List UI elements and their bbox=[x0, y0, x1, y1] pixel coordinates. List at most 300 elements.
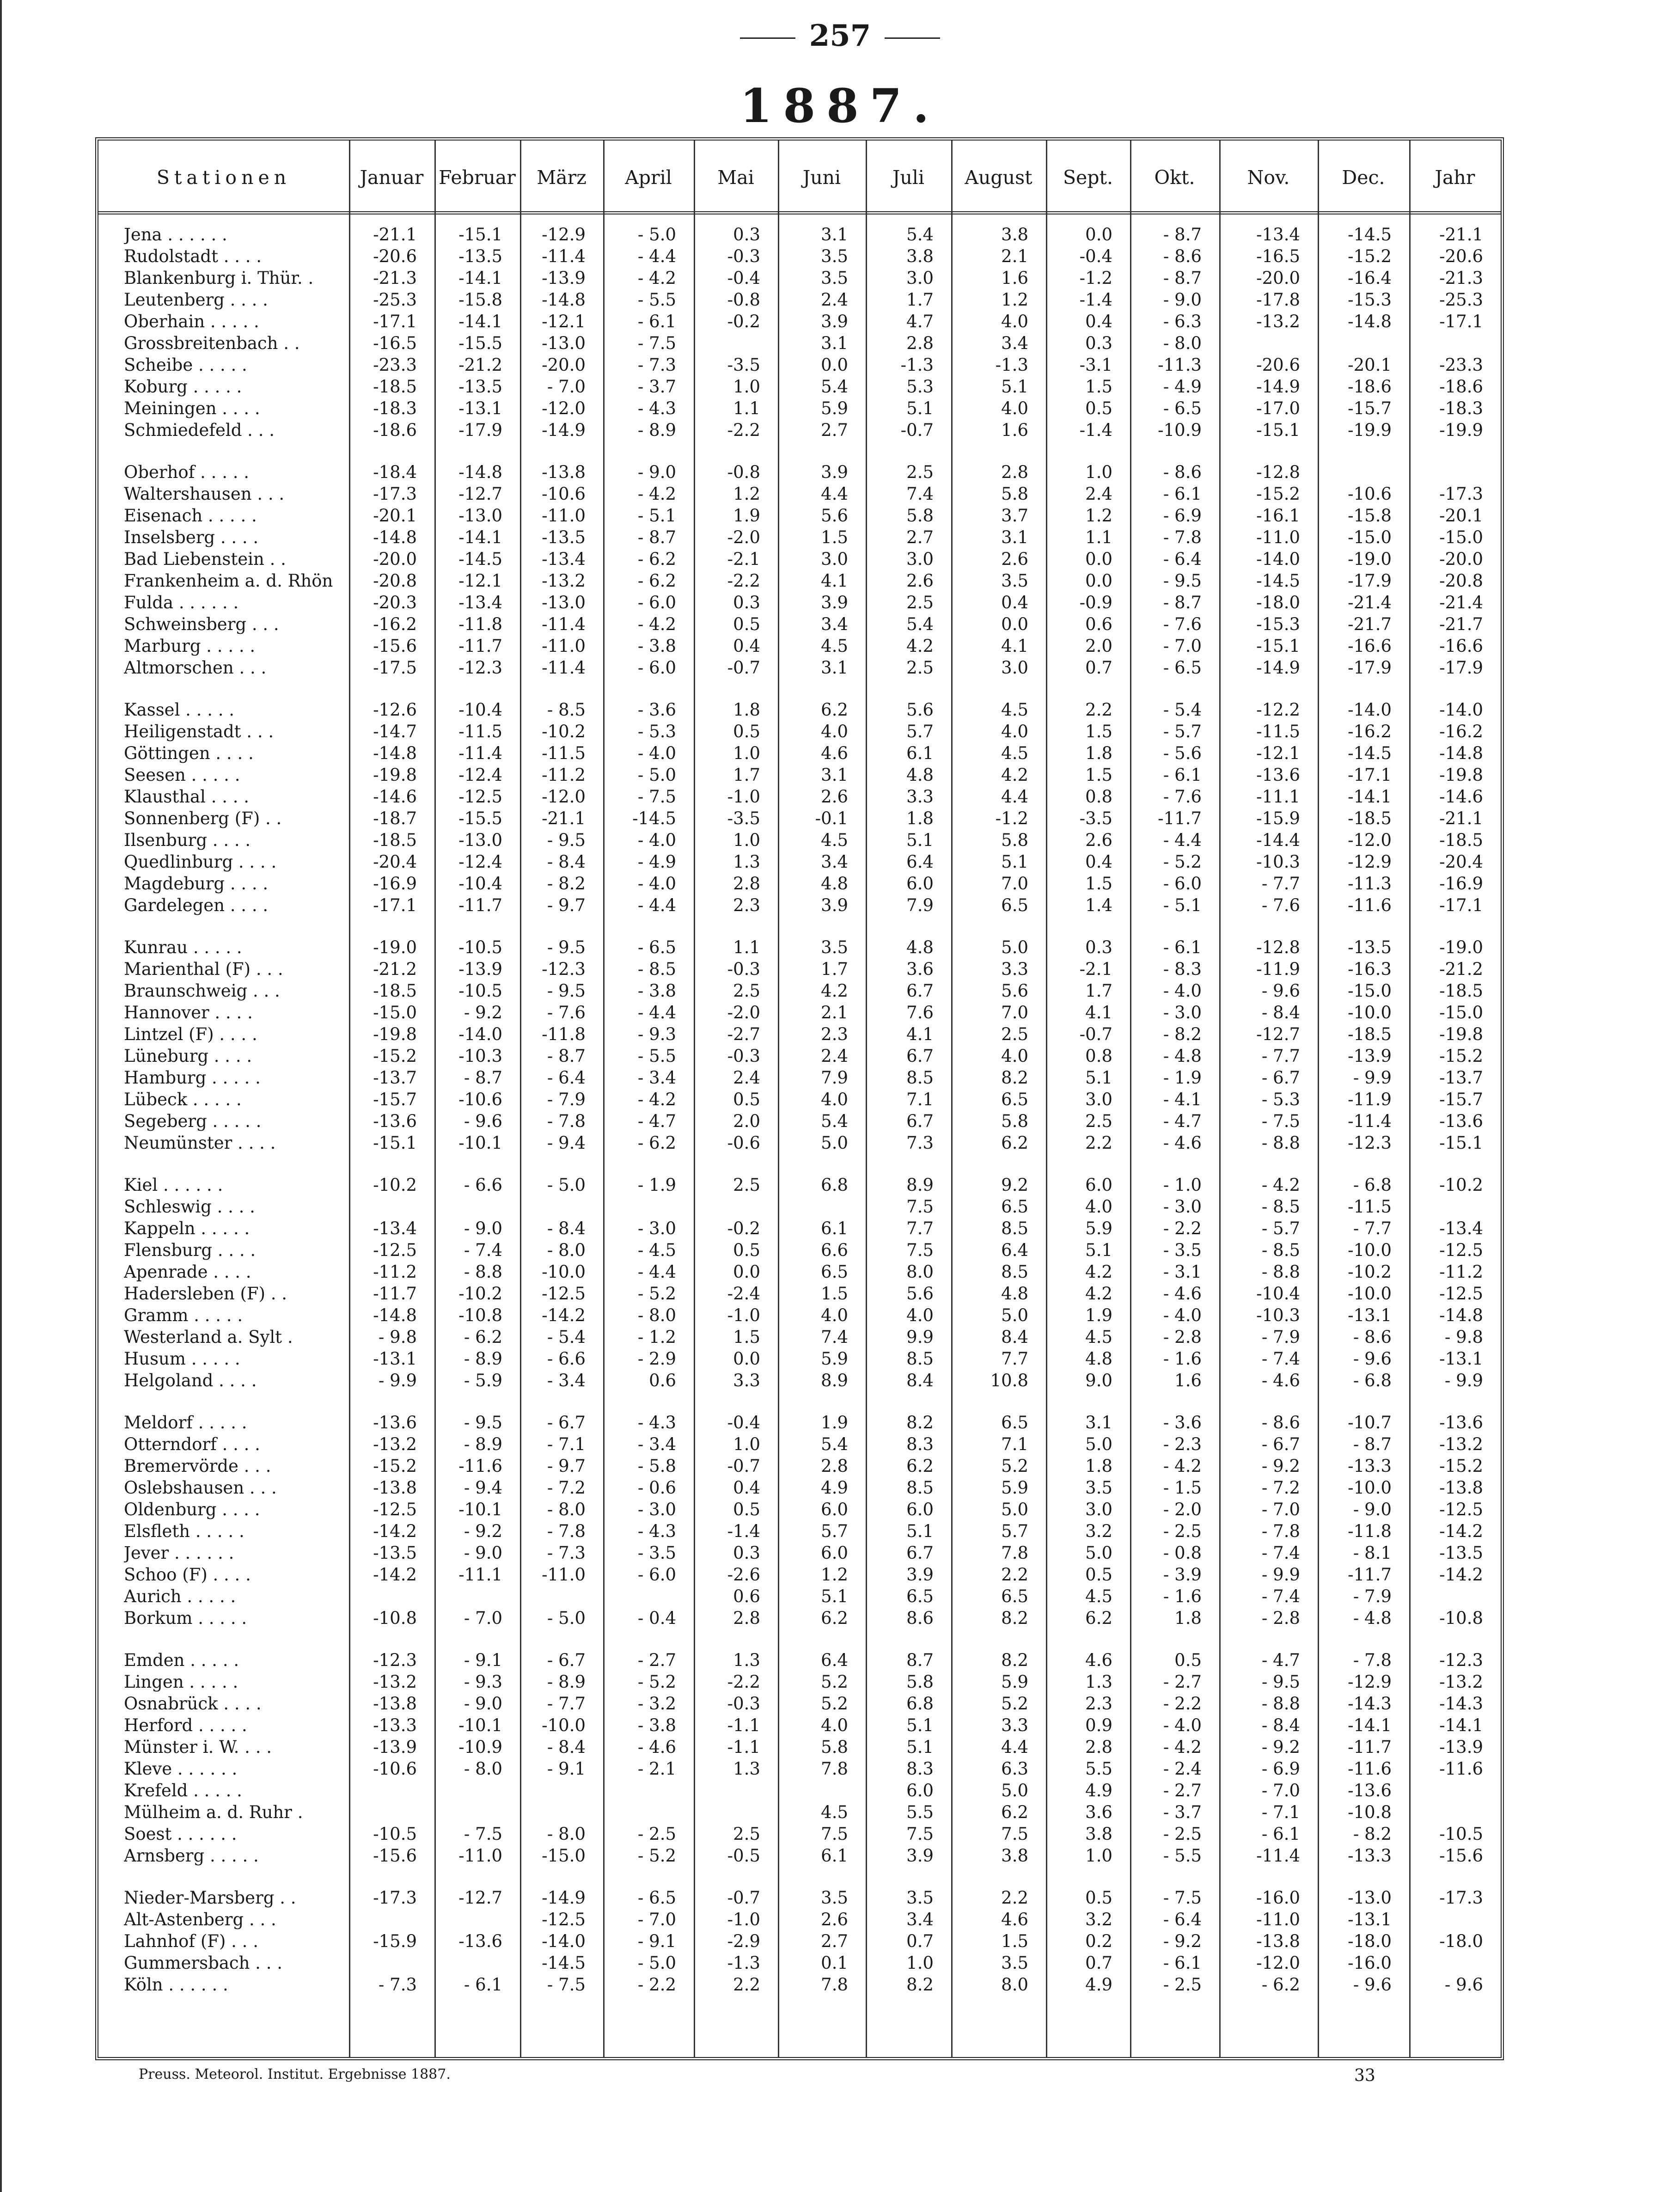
temperature-value: 5.1 bbox=[906, 398, 934, 418]
temperature-value: 10.8 bbox=[990, 1371, 1028, 1390]
temperature-value: 6.2 bbox=[1001, 1802, 1028, 1822]
temperature-value: -12.8 bbox=[1256, 462, 1300, 482]
temperature-value: 0.5 bbox=[1085, 398, 1112, 418]
temperature-value: 5.1 bbox=[906, 1715, 934, 1735]
temperature-value: -10.5 bbox=[373, 1824, 417, 1844]
temperature-value: -21.1 bbox=[1439, 808, 1483, 828]
temperature-value: 1.0 bbox=[733, 743, 760, 763]
station-name: Göttingen . . . . bbox=[124, 743, 254, 763]
temperature-value: -12.9 bbox=[542, 225, 586, 245]
temperature-value: - 7.9 bbox=[1353, 1586, 1392, 1606]
temperature-value: -10.8 bbox=[1439, 1608, 1483, 1628]
table-row bbox=[98, 873, 1501, 894]
temperature-value: -13.0 bbox=[458, 830, 502, 850]
temperature-value: - 7.4 bbox=[1261, 1586, 1300, 1606]
temperature-value: -12.2 bbox=[1256, 700, 1300, 720]
temperature-value: 2.8 bbox=[1001, 462, 1028, 482]
temperature-value: -13.6 bbox=[373, 1413, 417, 1433]
station-name: Quedlinburg . . . . bbox=[124, 852, 277, 872]
temperature-value: 5.4 bbox=[821, 377, 848, 397]
temperature-value: -12.8 bbox=[1256, 937, 1300, 957]
temperature-value: 2.8 bbox=[906, 333, 934, 353]
temperature-value: -0.7 bbox=[900, 420, 934, 440]
temperature-value: - 4.8 bbox=[1163, 1046, 1202, 1066]
temperature-value: - 9.4 bbox=[464, 1478, 502, 1498]
temperature-value: 0.3 bbox=[733, 1543, 760, 1563]
temperature-value: -19.8 bbox=[1439, 1024, 1483, 1044]
temperature-value: 5.7 bbox=[906, 722, 934, 741]
temperature-value: -18.6 bbox=[373, 420, 417, 440]
temperature-value: -11.0 bbox=[1256, 527, 1300, 547]
temperature-value: -11.4 bbox=[1348, 1111, 1392, 1131]
temperature-value: 2.2 bbox=[1001, 1888, 1028, 1908]
temperature-value: -14.8 bbox=[458, 462, 502, 482]
temperature-value: - 3.8 bbox=[637, 1715, 676, 1735]
temperature-value: - 9.7 bbox=[547, 895, 586, 915]
temperature-value: - 4.2 bbox=[637, 484, 676, 504]
temperature-value: 8.5 bbox=[906, 1349, 934, 1369]
table-row bbox=[98, 245, 1501, 267]
temperature-value: - 6.5 bbox=[637, 937, 676, 957]
temperature-value: - 7.0 bbox=[1261, 1500, 1300, 1519]
station-name: Segeberg . . . . . bbox=[124, 1111, 262, 1131]
table-row bbox=[98, 1239, 1501, 1261]
temperature-value: 2.7 bbox=[821, 1931, 848, 1951]
temperature-value: -13.8 bbox=[542, 462, 586, 482]
temperature-value: - 8.9 bbox=[464, 1349, 502, 1369]
temperature-value: 3.5 bbox=[906, 1888, 934, 1908]
temperature-value: 5.1 bbox=[906, 830, 934, 850]
temperature-value: -14.3 bbox=[1439, 1694, 1483, 1714]
temperature-value: -15.2 bbox=[373, 1456, 417, 1476]
station-name: Neumünster . . . . bbox=[124, 1133, 276, 1153]
temperature-value: - 9.9 bbox=[1444, 1371, 1483, 1390]
temperature-value: -10.4 bbox=[1256, 1284, 1300, 1304]
temperature-value: -15.2 bbox=[1439, 1456, 1483, 1476]
temperature-value: -18.3 bbox=[1439, 398, 1483, 418]
temperature-value: - 5.2 bbox=[1163, 852, 1202, 872]
temperature-value: 0.6 bbox=[1085, 614, 1112, 634]
temperature-value: -2.6 bbox=[727, 1565, 760, 1585]
temperature-value: - 8.4 bbox=[547, 1218, 586, 1238]
temperature-value: -17.9 bbox=[1439, 658, 1483, 678]
temperature-value: 8.4 bbox=[906, 1371, 934, 1390]
temperature-value: -21.7 bbox=[1439, 614, 1483, 634]
table-row bbox=[98, 1736, 1501, 1758]
temperature-value: 4.0 bbox=[821, 1715, 848, 1735]
temperature-value: 7.9 bbox=[821, 1068, 848, 1088]
table-row bbox=[98, 613, 1501, 635]
temperature-value: - 2.5 bbox=[1163, 1975, 1202, 1995]
temperature-value: - 8.0 bbox=[637, 1305, 676, 1325]
temperature-value: 8.5 bbox=[906, 1068, 934, 1088]
temperature-value: -19.0 bbox=[1439, 937, 1483, 957]
temperature-value: - 9.6 bbox=[464, 1111, 502, 1131]
temperature-value: 6.7 bbox=[906, 1543, 934, 1563]
temperature-value: - 0.6 bbox=[637, 1478, 676, 1498]
table-row bbox=[98, 764, 1501, 786]
temperature-value: - 4.3 bbox=[637, 1521, 676, 1541]
station-name: Ilsenburg . . . . bbox=[124, 830, 251, 850]
temperature-value: 2.4 bbox=[821, 290, 848, 310]
temperature-value: -20.3 bbox=[373, 593, 417, 612]
temperature-value: -11.2 bbox=[373, 1262, 417, 1282]
temperature-value: - 7.5 bbox=[547, 1975, 586, 1995]
column-header: Okt. bbox=[1154, 166, 1195, 189]
temperature-value: - 8.8 bbox=[1261, 1262, 1300, 1282]
temperature-value: 6.1 bbox=[821, 1846, 848, 1866]
temperature-value: 4.8 bbox=[1085, 1349, 1112, 1369]
temperature-value: 5.0 bbox=[1001, 1781, 1028, 1800]
temperature-value: -12.1 bbox=[1256, 743, 1300, 763]
temperature-value: - 7.1 bbox=[547, 1434, 586, 1454]
temperature-value: - 5.0 bbox=[547, 1608, 586, 1628]
temperature-value: - 9.2 bbox=[1261, 1456, 1300, 1476]
temperature-value: 2.3 bbox=[733, 895, 760, 915]
temperature-value: -14.2 bbox=[373, 1521, 417, 1541]
column-header: Nov. bbox=[1247, 166, 1290, 189]
temperature-value: -10.1 bbox=[458, 1715, 502, 1735]
temperature-value: 2.2 bbox=[733, 1975, 760, 1995]
temperature-value: -0.4 bbox=[727, 1413, 760, 1433]
temperature-value: 0.3 bbox=[1085, 937, 1112, 957]
temperature-value: 7.1 bbox=[1001, 1434, 1028, 1454]
temperature-value: -12.3 bbox=[458, 658, 502, 678]
temperature-value: - 6.8 bbox=[1353, 1175, 1392, 1195]
column-header: Januar bbox=[360, 166, 424, 189]
temperature-value: -15.5 bbox=[458, 808, 502, 828]
temperature-value: 2.0 bbox=[1085, 636, 1112, 656]
station-name: Köln . . . . . . bbox=[124, 1975, 228, 1995]
temperature-value: - 8.0 bbox=[547, 1240, 586, 1260]
temperature-value: 1.1 bbox=[733, 937, 760, 957]
temperature-value: 7.0 bbox=[1001, 874, 1028, 894]
temperature-value: 5.1 bbox=[1085, 1240, 1112, 1260]
temperature-value: -14.1 bbox=[458, 268, 502, 288]
year-title: 1887. bbox=[739, 79, 941, 133]
temperature-value: -17.8 bbox=[1256, 290, 1300, 310]
temperature-value: -16.5 bbox=[1256, 246, 1300, 266]
temperature-value: - 8.9 bbox=[547, 1672, 586, 1692]
temperature-value: -19.0 bbox=[1348, 549, 1392, 569]
temperature-value: 6.0 bbox=[906, 874, 934, 894]
table-row bbox=[98, 1909, 1501, 1930]
temperature-value: -25.3 bbox=[373, 290, 417, 310]
temperature-value: - 4.7 bbox=[1163, 1111, 1202, 1131]
temperature-value: - 3.8 bbox=[637, 636, 676, 656]
temperature-value: -16.0 bbox=[1256, 1888, 1300, 1908]
temperature-value: -11.5 bbox=[542, 743, 586, 763]
temperature-value: 4.1 bbox=[1001, 636, 1028, 656]
temperature-value: - 6.1 bbox=[637, 312, 676, 331]
temperature-value: - 7.7 bbox=[547, 1694, 586, 1714]
dash-left bbox=[740, 37, 795, 39]
temperature-value: 4.8 bbox=[1001, 1284, 1028, 1304]
temperature-value: -17.1 bbox=[373, 895, 417, 915]
station-name: Marburg . . . . . bbox=[124, 636, 256, 656]
temperature-value: - 9.1 bbox=[464, 1650, 502, 1670]
temperature-value: - 7.5 bbox=[637, 787, 676, 807]
temperature-value: 4.9 bbox=[1085, 1781, 1112, 1800]
temperature-value: -12.5 bbox=[1439, 1500, 1483, 1519]
column-header: August bbox=[965, 166, 1032, 189]
temperature-value: - 8.0 bbox=[1163, 333, 1202, 353]
temperature-value: -10.2 bbox=[458, 1284, 502, 1304]
temperature-value: - 3.0 bbox=[1163, 1003, 1202, 1023]
temperature-value: - 4.6 bbox=[1163, 1133, 1202, 1153]
temperature-value: -13.6 bbox=[373, 1111, 417, 1131]
temperature-value: -3.5 bbox=[727, 355, 760, 375]
table-row bbox=[98, 1348, 1501, 1370]
column-rule bbox=[603, 141, 605, 2057]
temperature-value: -19.9 bbox=[1439, 420, 1483, 440]
temperature-value: 5.9 bbox=[1085, 1218, 1112, 1238]
temperature-value: -1.0 bbox=[727, 787, 760, 807]
station-name: Hadersleben (F) . . bbox=[124, 1284, 287, 1304]
station-name: Oberhof . . . . . bbox=[124, 462, 250, 482]
temperature-value: - 8.4 bbox=[547, 852, 586, 872]
station-name: Emden . . . . . bbox=[124, 1650, 239, 1670]
temperature-value: 6.8 bbox=[821, 1175, 848, 1195]
temperature-value: -11.3 bbox=[1348, 874, 1392, 894]
temperature-value: - 6.0 bbox=[637, 593, 676, 612]
temperature-value: 5.9 bbox=[1001, 1672, 1028, 1692]
temperature-value: -16.6 bbox=[1348, 636, 1392, 656]
temperature-value: - 8.7 bbox=[1163, 268, 1202, 288]
temperature-value: -14.8 bbox=[1348, 312, 1392, 331]
temperature-value: 6.0 bbox=[906, 1500, 934, 1519]
temperature-value: 5.6 bbox=[906, 700, 934, 720]
temperature-value: - 8.9 bbox=[637, 420, 676, 440]
temperature-value: -13.6 bbox=[458, 1931, 502, 1951]
temperature-value: - 8.0 bbox=[464, 1759, 502, 1779]
temperature-value: - 2.5 bbox=[637, 1824, 676, 1844]
temperature-value: 0.6 bbox=[733, 1586, 760, 1606]
temperature-value: - 4.7 bbox=[1261, 1650, 1300, 1670]
temperature-value: 5.8 bbox=[1001, 830, 1028, 850]
table-row bbox=[98, 1520, 1501, 1542]
temperature-value: -14.8 bbox=[1439, 743, 1483, 763]
temperature-value: -13.9 bbox=[1348, 1046, 1392, 1066]
table-row bbox=[98, 1110, 1501, 1132]
temperature-value: 1.0 bbox=[733, 1434, 760, 1454]
temperature-value: 8.2 bbox=[1001, 1608, 1028, 1628]
temperature-value: - 8.3 bbox=[1163, 959, 1202, 979]
temperature-value: - 8.8 bbox=[464, 1262, 502, 1282]
table-row bbox=[98, 808, 1501, 829]
table-row bbox=[98, 1283, 1501, 1304]
temperature-value: -13.6 bbox=[1439, 1413, 1483, 1433]
temperature-value: - 8.7 bbox=[1163, 593, 1202, 612]
temperature-value: 3.3 bbox=[1001, 1715, 1028, 1735]
temperature-value: -14.8 bbox=[1439, 1305, 1483, 1325]
temperature-value: - 6.4 bbox=[547, 1068, 586, 1088]
temperature-value: -13.7 bbox=[373, 1068, 417, 1088]
temperature-value: - 5.0 bbox=[637, 1953, 676, 1973]
temperature-value: -2.2 bbox=[727, 420, 760, 440]
station-name: Kunrau . . . . . bbox=[124, 937, 242, 957]
temperature-value: - 6.9 bbox=[1261, 1759, 1300, 1779]
temperature-value: 3.5 bbox=[1001, 1953, 1028, 1973]
temperature-value: -13.7 bbox=[1439, 1068, 1483, 1088]
station-name: Oldenburg . . . . bbox=[124, 1500, 260, 1519]
temperature-value: -10.0 bbox=[1348, 1478, 1392, 1498]
temperature-value: - 7.7 bbox=[1261, 1046, 1300, 1066]
temperature-value: 2.8 bbox=[733, 1608, 760, 1628]
temperature-value: 1.8 bbox=[1174, 1608, 1202, 1628]
temperature-value: 3.8 bbox=[906, 246, 934, 266]
temperature-value: - 9.5 bbox=[1163, 571, 1202, 591]
temperature-value: -20.0 bbox=[542, 355, 586, 375]
temperature-value: - 2.7 bbox=[1163, 1672, 1202, 1692]
temperature-value: 1.9 bbox=[821, 1413, 848, 1433]
temperature-value: - 8.2 bbox=[1163, 1024, 1202, 1044]
temperature-value: - 6.1 bbox=[464, 1975, 502, 1995]
temperature-value: - 5.2 bbox=[637, 1672, 676, 1692]
temperature-value: 1.0 bbox=[733, 830, 760, 850]
temperature-value: 6.1 bbox=[906, 743, 934, 763]
temperature-value: 9.2 bbox=[1001, 1175, 1028, 1195]
temperature-value: 3.0 bbox=[1001, 658, 1028, 678]
temperature-value: -17.3 bbox=[1439, 1888, 1483, 1908]
temperature-value: 7.7 bbox=[906, 1218, 934, 1238]
temperature-value: -13.8 bbox=[373, 1694, 417, 1714]
table-row bbox=[98, 461, 1501, 483]
temperature-value: -0.8 bbox=[727, 462, 760, 482]
temperature-value: -0.9 bbox=[1079, 593, 1112, 612]
station-name: Eisenach . . . . . bbox=[124, 506, 257, 526]
temperature-value: 8.2 bbox=[906, 1975, 934, 1995]
column-header: Jahr bbox=[1435, 166, 1475, 189]
temperature-value: 2.6 bbox=[821, 1910, 848, 1929]
temperature-value: - 6.0 bbox=[637, 658, 676, 678]
temperature-value: - 5.2 bbox=[637, 1284, 676, 1304]
temperature-value: 4.0 bbox=[1001, 312, 1028, 331]
temperature-value: 4.2 bbox=[1085, 1284, 1112, 1304]
temperature-value: - 8.8 bbox=[1261, 1133, 1300, 1153]
temperature-value: - 9.6 bbox=[1444, 1975, 1483, 1995]
temperature-value: -14.2 bbox=[542, 1305, 586, 1325]
temperature-value: 4.2 bbox=[1001, 765, 1028, 785]
temperature-value: - 7.6 bbox=[1261, 895, 1300, 915]
temperature-value: - 4.0 bbox=[637, 743, 676, 763]
temperature-value: -13.8 bbox=[1439, 1478, 1483, 1498]
temperature-value: 2.7 bbox=[906, 527, 934, 547]
temperature-value: -21.2 bbox=[373, 959, 417, 979]
temperature-value: - 3.0 bbox=[637, 1500, 676, 1519]
temperature-value: - 8.4 bbox=[1261, 1715, 1300, 1735]
temperature-value: 5.2 bbox=[1001, 1456, 1028, 1476]
temperature-value: -21.7 bbox=[1348, 614, 1392, 634]
temperature-value: -18.5 bbox=[1439, 981, 1483, 1001]
temperature-value: 4.9 bbox=[1085, 1975, 1112, 1995]
temperature-value: -10.2 bbox=[373, 1175, 417, 1195]
temperature-value: -17.9 bbox=[458, 420, 502, 440]
station-name: Lübeck . . . . . bbox=[124, 1090, 242, 1109]
table-row bbox=[98, 1564, 1501, 1586]
station-name: Meiningen . . . . bbox=[124, 398, 260, 418]
temperature-value: -12.5 bbox=[1439, 1284, 1483, 1304]
temperature-value: -13.5 bbox=[373, 1543, 417, 1563]
station-name: Fulda . . . . . . bbox=[124, 593, 239, 612]
temperature-value: -13.9 bbox=[1439, 1737, 1483, 1757]
station-name: Kleve . . . . . . bbox=[124, 1759, 238, 1779]
table-row bbox=[98, 742, 1501, 764]
temperature-value: -12.5 bbox=[1439, 1240, 1483, 1260]
temperature-value: -14.5 bbox=[1348, 743, 1392, 763]
temperature-value: -14.1 bbox=[1348, 787, 1392, 807]
temperature-value: -16.1 bbox=[1256, 506, 1300, 526]
temperature-value: 3.0 bbox=[1085, 1090, 1112, 1109]
temperature-value: 6.1 bbox=[821, 1218, 848, 1238]
temperature-value: - 3.1 bbox=[1163, 1262, 1202, 1282]
temperature-value: -12.1 bbox=[542, 312, 586, 331]
temperature-value: -1.3 bbox=[995, 355, 1028, 375]
table-row bbox=[98, 1067, 1501, 1089]
temperature-value: -14.5 bbox=[1256, 571, 1300, 591]
temperature-value: 5.8 bbox=[1001, 484, 1028, 504]
temperature-value: - 9.4 bbox=[547, 1133, 586, 1153]
temperature-value: - 7.0 bbox=[464, 1608, 502, 1628]
temperature-value: 2.5 bbox=[733, 1824, 760, 1844]
station-name: Otterndorf . . . . bbox=[124, 1434, 260, 1454]
station-name: Lüneburg . . . . bbox=[124, 1046, 252, 1066]
temperature-value: - 0.8 bbox=[1163, 1543, 1202, 1563]
temperature-value: -14.2 bbox=[1439, 1521, 1483, 1541]
temperature-value: -0.7 bbox=[727, 1888, 760, 1908]
temperature-value: - 9.3 bbox=[637, 1024, 676, 1044]
temperature-value: -18.0 bbox=[1256, 593, 1300, 612]
temperature-value: - 2.8 bbox=[1163, 1327, 1202, 1347]
temperature-value: -10.3 bbox=[1256, 1305, 1300, 1325]
temperature-value: -0.1 bbox=[815, 808, 848, 828]
temperature-value: 5.1 bbox=[1001, 852, 1028, 872]
temperature-value: -1.4 bbox=[1079, 420, 1112, 440]
temperature-value: 4.0 bbox=[1001, 398, 1028, 418]
temperature-value: -0.7 bbox=[727, 1456, 760, 1476]
temperature-value: -13.4 bbox=[1256, 225, 1300, 245]
temperature-value: 3.6 bbox=[906, 959, 934, 979]
temperature-value: - 8.9 bbox=[464, 1434, 502, 1454]
table-row bbox=[98, 570, 1501, 592]
temperature-value: 1.3 bbox=[1085, 1672, 1112, 1692]
temperature-value: - 9.9 bbox=[1261, 1565, 1300, 1585]
temperature-value: -11.6 bbox=[1439, 1759, 1483, 1779]
temperature-value: -11.8 bbox=[1348, 1521, 1392, 1541]
station-name: Sonnenberg (F) . . bbox=[124, 808, 282, 828]
temperature-value: 1.5 bbox=[1001, 1931, 1028, 1951]
temperature-value: 6.6 bbox=[821, 1240, 848, 1260]
temperature-value: 7.6 bbox=[906, 1003, 934, 1023]
temperature-value: 5.4 bbox=[906, 225, 934, 245]
temperature-value: -20.1 bbox=[373, 506, 417, 526]
temperature-value: 1.2 bbox=[1001, 290, 1028, 310]
temperature-value: - 4.9 bbox=[637, 852, 676, 872]
temperature-value: -19.8 bbox=[1439, 765, 1483, 785]
temperature-value: - 4.4 bbox=[637, 1262, 676, 1282]
temperature-value: - 4.2 bbox=[1163, 1456, 1202, 1476]
temperature-value: -13.5 bbox=[542, 527, 586, 547]
table-row bbox=[98, 419, 1501, 441]
temperature-value: -11.7 bbox=[1158, 808, 1202, 828]
temperature-value: 6.4 bbox=[906, 852, 934, 872]
temperature-value: 0.2 bbox=[1085, 1931, 1112, 1951]
temperature-value: -15.2 bbox=[1256, 484, 1300, 504]
temperature-value: -3.5 bbox=[727, 808, 760, 828]
temperature-value: -11.4 bbox=[1256, 1846, 1300, 1866]
temperature-value: -12.9 bbox=[1348, 852, 1392, 872]
temperature-value: - 8.6 bbox=[1353, 1327, 1392, 1347]
